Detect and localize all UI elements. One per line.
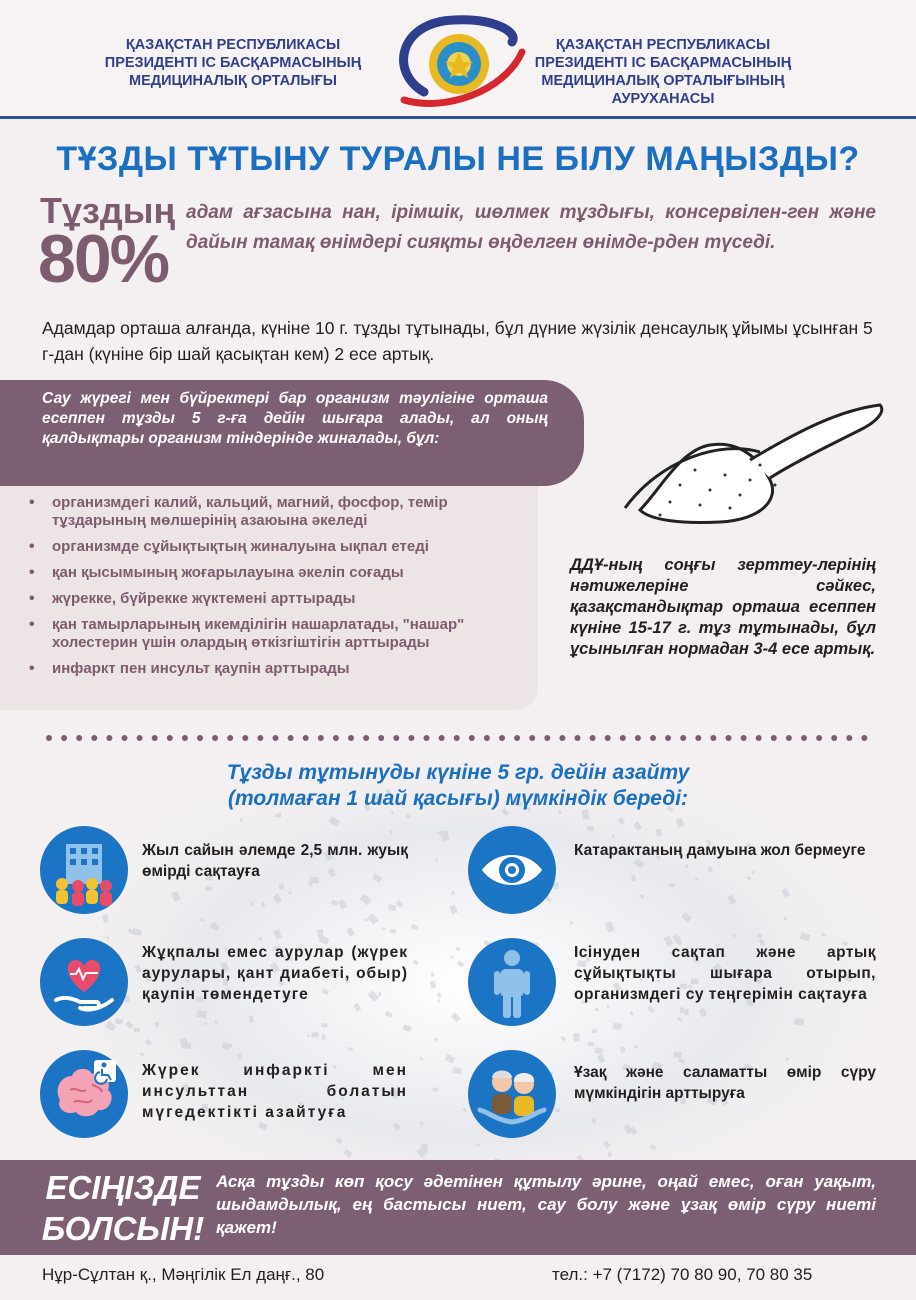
- divider-dot: [635, 735, 641, 741]
- footer-phone: тел.: +7 (7172) 70 80 90, 70 80 35: [552, 1265, 813, 1284]
- benefit-text: Жыл сайын әлемде 2,5 млн. жуық өмірді сақтауға: [142, 842, 408, 880]
- divider-dot: [499, 735, 505, 741]
- divider-dot: [333, 735, 339, 741]
- divider-dot: [695, 735, 701, 741]
- divider-dot: [242, 735, 248, 741]
- elderly-couple-icon: [468, 1050, 556, 1138]
- divider-dot: [831, 735, 837, 741]
- salt-crystal: [322, 1035, 326, 1041]
- salt-crystal: [608, 1152, 612, 1157]
- salt-spoon-icon: [600, 390, 890, 540]
- benefit-text: Жұқпалы емес аурулар (жүрек аурулары, қант диабеті, обыр) қаупін төмендетуге: [142, 944, 408, 1003]
- divider-dot: [288, 735, 294, 741]
- salt-crystal: [134, 1028, 141, 1033]
- divider-dot: [786, 735, 792, 741]
- divider-dot: [650, 735, 656, 741]
- divider-dot: [575, 735, 581, 741]
- remember-text: Асқа тұзды көп қосу әдетінен құтылу әрине, оңай емес, оған уақыт, шыдамдылық, ең бастысы ниет, сау болу және ұзақ өмір сүру ниеті қажет!: [216, 1172, 876, 1237]
- divider-dot: [529, 735, 535, 741]
- list-item: • жүрекке, бүйрекке жүктемені арттырады: [26, 590, 536, 608]
- divider-dot: [167, 735, 173, 741]
- salt-crystal: [587, 1041, 594, 1046]
- salt-crystal: [680, 1007, 684, 1013]
- salt-crystal: [684, 1009, 688, 1015]
- divider-dot: [197, 735, 203, 741]
- salt-crystal: [673, 1051, 682, 1058]
- divider-dot: [122, 735, 128, 741]
- divider-dot: [106, 735, 112, 741]
- divider-dot: [212, 735, 218, 741]
- salt-crystal: [591, 1029, 597, 1033]
- divider-dot: [559, 735, 565, 741]
- divider-dot: [363, 735, 369, 741]
- salt-crystal: [311, 1032, 318, 1037]
- divider-dot: [756, 735, 762, 741]
- person-icon: [468, 938, 556, 1026]
- brain-icon: [40, 1050, 128, 1138]
- list-item: • организмде сұйықтықтың жиналуына ықпал етеді: [26, 538, 536, 556]
- divider-dot: [152, 735, 158, 741]
- divider-dot: [514, 735, 520, 741]
- benefits-subtitle: Тұзды тұтынуды күніне 5 гр. дейін азайту (толмаған 1 шай қасығы) мүмкіндік береді:: [226, 761, 690, 810]
- divider-dot: [137, 735, 143, 741]
- header-divider: [0, 116, 916, 119]
- salt-crystal: [476, 1144, 480, 1147]
- divider-dot: [544, 735, 550, 741]
- benefit-text: Жүрек инфаркті мен инсульттан болатын мүгедектікті азайтуға: [142, 1062, 408, 1121]
- divider-dot: [605, 735, 611, 741]
- divider-dot: [76, 735, 82, 741]
- salt-crystal: [155, 1022, 159, 1028]
- org-name-left: ҚАЗАҚСТАН РЕСПУБЛИКАСЫ ПРЕЗИДЕНТІ ІС БАСҚАРМАСЫНЫҢ МЕДИЦИНАЛЫҚ ОРТАЛЫҒЫ: [104, 37, 362, 89]
- list-item: • организмдегі калий, кальций, магний, фосфор, темір тұздарының мөлшерінің азаюына әкеледі: [26, 494, 536, 530]
- list-item: • инфаркт пен инсульт қаупін арттырады: [26, 660, 536, 678]
- salt-crystal: [573, 1033, 580, 1042]
- salt-crystal: [587, 826, 594, 831]
- stat-word: Тұздың: [40, 190, 176, 231]
- page-title: ТҰЗДЫ ТҰТЫНУ ТУРАЛЫ НЕ БІЛУ МАҢЫЗДЫ?: [56, 140, 860, 178]
- divider-dot: [439, 735, 445, 741]
- divider-dot: [620, 735, 626, 741]
- salt-crystal: [321, 1023, 327, 1027]
- divider-dot: [665, 735, 671, 741]
- divider-dot: [91, 735, 97, 741]
- divider-dot: [408, 735, 414, 741]
- divider-dot: [801, 735, 807, 741]
- salt-crystal: [669, 883, 675, 888]
- people-hospital-icon: [40, 826, 128, 914]
- benefit-text: Катарактаның дамуына жол бермеуге: [574, 842, 866, 859]
- org-name-right: ҚАЗАҚСТАН РЕСПУБЛИКАСЫ ПРЕЗИДЕНТІ ІС БАСҚАРМАСЫНЫҢ МЕДИЦИНАЛЫҚ ОРТАЛЫҒЫНЫҢ АУРУХАНАСЫ: [534, 37, 792, 107]
- salt-crystal: [785, 1057, 789, 1060]
- info-banner-text: Сау жүрегі мен бүйректері бар организм тәулігіне орташа есеппен тұзды 5 г-ға дейін шығара алады, ал оның қалдықтары организм тіндерінде жиналады, бұл:: [42, 390, 548, 447]
- divider-dot: [182, 735, 188, 741]
- effects-list: [26, 494, 536, 686]
- emblem-logo: [384, 12, 534, 112]
- eye-icon: [468, 826, 556, 914]
- benefit-text: Ісінуден сақтап және артық сұйықтықты шығара отырып, организмдегі су теңгерімін сақтауға: [574, 944, 876, 1003]
- dotted-divider: [44, 731, 874, 745]
- benefit-text: Ұзақ және саламатты өмір сүру мүмкіндігін арттыруға: [574, 1064, 876, 1102]
- stat-percent: 80%: [38, 221, 169, 297]
- salt-crystal: [182, 1042, 191, 1049]
- divider-dot: [227, 735, 233, 741]
- remember-heading: ЕСІҢІЗДЕ БОЛСЫН!: [41, 1169, 205, 1247]
- salt-crystal: [656, 829, 662, 837]
- divider-dot: [771, 735, 777, 741]
- divider-dot: [454, 735, 460, 741]
- list-item: • қан қысымының жоғарылауына әкеліп соғады: [26, 564, 536, 582]
- divider-dot: [469, 735, 475, 741]
- divider-dot: [257, 735, 263, 741]
- salt-crystal: [317, 929, 323, 938]
- divider-dot: [46, 735, 52, 741]
- divider-dot: [273, 735, 279, 741]
- divider-dot: [590, 735, 596, 741]
- divider-dot: [378, 735, 384, 741]
- salt-crystal: [251, 902, 254, 906]
- salt-crystal: [249, 1016, 255, 1023]
- divider-dot: [680, 735, 686, 741]
- divider-dot: [393, 735, 399, 741]
- divider-dot: [861, 735, 867, 741]
- heart-hand-icon: [40, 938, 128, 1026]
- who-research-note: ДДҰ-ның соңғы зерттеу-лерінің нәтижелеріне сәйкес, қазақстандықтар орташа есеппен күніне 15-17 г. тұз тұтынады, бұл ұсынылған нормадан 3-4 есе артық.: [570, 556, 876, 658]
- divider-dot: [741, 735, 747, 741]
- divider-dot: [318, 735, 324, 741]
- divider-dot: [348, 735, 354, 741]
- divider-dot: [484, 735, 490, 741]
- intro-paragraph: Адамдар орташа алғанда, күніне 10 г. тұзды тұтынады, бұл дүние жүзілік денсаулық ұйымы ұсынған 5 г-дан (күніне бір шай қасықтан кем) 2 есе артық.: [42, 318, 873, 364]
- footer-address: Нұр-Сұлтан қ., Мәңгілік Ел даңғ., 80: [42, 1265, 325, 1284]
- divider-dot: [846, 735, 852, 741]
- divider-dot: [710, 735, 716, 741]
- divider-dot: [816, 735, 822, 741]
- divider-dot: [726, 735, 732, 741]
- divider-dot: [424, 735, 430, 741]
- salt-crystal: [205, 886, 212, 891]
- divider-dot: [61, 735, 67, 741]
- stat-description: адам ағзасына нан, ірімшік, шөлмек тұздығы, консервілен-ген және дайын тамақ өнімдері сияқты өңделген өнімде-рден түседі.: [186, 202, 876, 253]
- divider-dot: [303, 735, 309, 741]
- list-item: • қан тамырларының икемділігін нашарлатады, "нашар" холестерин үшін олардың өткізгіштігін арттырады: [26, 616, 536, 652]
